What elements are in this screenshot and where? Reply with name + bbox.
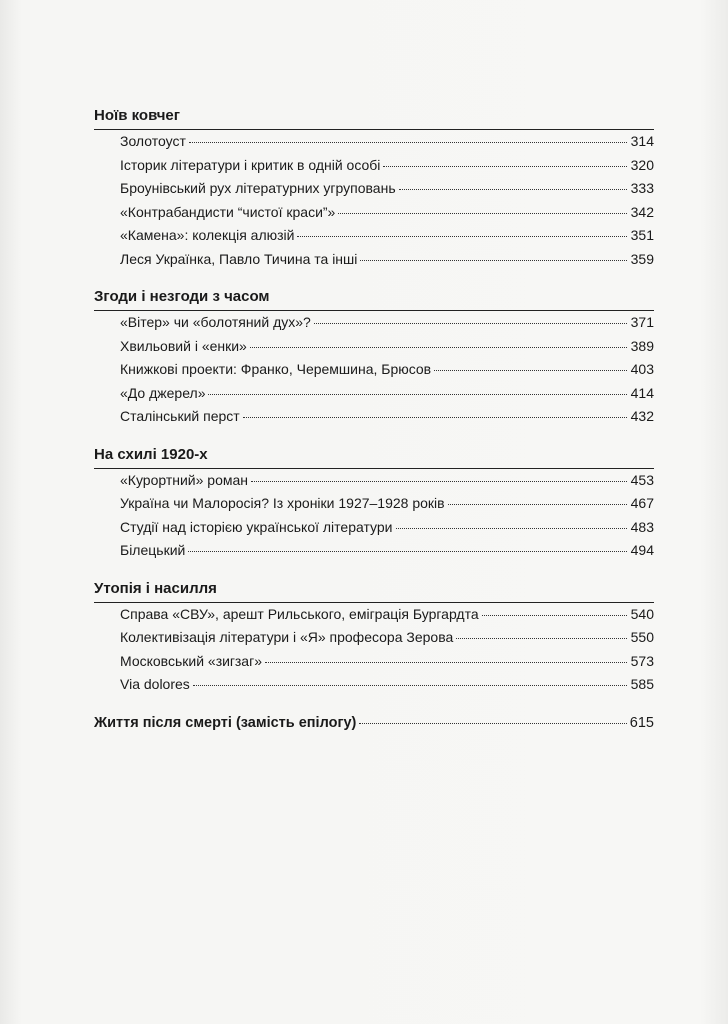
toc-entry bbox=[120, 248, 654, 272]
entry-label: Via dolores bbox=[120, 676, 190, 692]
epilogue-entry bbox=[94, 711, 654, 735]
leader-dots bbox=[456, 637, 627, 639]
leader-dots bbox=[265, 661, 627, 663]
entry-page-number: 320 bbox=[630, 156, 654, 173]
entry-label: Московський «зигзаг» bbox=[120, 652, 262, 669]
leader-dots bbox=[297, 235, 627, 237]
entry-page-number: 432 bbox=[630, 408, 654, 424]
toc-entry bbox=[120, 154, 654, 178]
entry-label: Історик літератури і критик в одній особі bbox=[120, 156, 381, 173]
entry-page-number: 351 bbox=[630, 227, 654, 243]
section-entries bbox=[94, 603, 654, 697]
leader-dots bbox=[360, 259, 627, 261]
section-entries bbox=[94, 130, 654, 271]
entry-label: Леся Українка, Павло Тичина та інші bbox=[120, 250, 358, 267]
entry-page-number: 573 bbox=[630, 652, 654, 669]
section-title: Згоди і незгоди з часом bbox=[94, 285, 654, 311]
entry-page-number: 359 bbox=[630, 250, 654, 267]
entry-label: Справа «СВУ», арешт Рильського, еміграція Бургардта bbox=[120, 605, 479, 622]
toc-entry bbox=[120, 224, 654, 248]
toc-entry bbox=[120, 405, 654, 429]
epilogue-label: Життя після смерті (замість епілогу) bbox=[94, 714, 357, 731]
toc-entry bbox=[120, 539, 654, 563]
toc-entry bbox=[120, 469, 654, 493]
toc-entry bbox=[120, 358, 654, 382]
entry-label: «Камена»: колекція алюзій bbox=[120, 227, 295, 243]
entry-label: Книжкові проекти: Франко, Черемшина, Брюсов bbox=[120, 361, 432, 377]
toc-entry bbox=[120, 130, 654, 154]
leader-dots bbox=[250, 346, 627, 348]
entry-page-number: 333 bbox=[630, 180, 654, 196]
toc-entry bbox=[120, 201, 654, 225]
leader-dots bbox=[189, 141, 627, 143]
leader-dots bbox=[338, 212, 627, 214]
entry-page-number: 585 bbox=[630, 676, 654, 692]
entry-page-number: 453 bbox=[630, 471, 654, 488]
entry-label: «Вітер» чи «болотяний дух»? bbox=[120, 314, 311, 330]
entry-label: Студії над історією української літератури bbox=[120, 518, 393, 535]
table-of-contents bbox=[94, 104, 654, 735]
toc-entry bbox=[120, 626, 654, 650]
entry-page-number: 371 bbox=[630, 314, 654, 330]
toc-entry bbox=[120, 492, 654, 516]
entry-label: «До джерел» bbox=[120, 384, 206, 401]
leader-dots bbox=[434, 369, 627, 371]
leader-dots bbox=[383, 165, 627, 167]
entry-label: Україна чи Малоросія? Із хроніки 1927–1928 років bbox=[120, 495, 445, 511]
entry-page-number: 403 bbox=[630, 361, 654, 377]
entry-label: Броунівський рух літературних угруповань bbox=[120, 180, 396, 196]
leader-dots bbox=[251, 480, 627, 482]
leader-dots bbox=[399, 188, 627, 190]
toc-section bbox=[94, 443, 654, 563]
toc-entry bbox=[120, 311, 654, 335]
epilogue-page-number: 615 bbox=[629, 714, 654, 731]
toc-entry bbox=[120, 382, 654, 406]
section-title: На схилі 1920-х bbox=[94, 443, 654, 469]
leader-dots bbox=[208, 393, 627, 395]
leader-dots bbox=[188, 550, 627, 552]
leader-dots bbox=[243, 416, 627, 418]
section-title: Утопія і насилля bbox=[94, 577, 654, 603]
entry-page-number: 342 bbox=[630, 203, 654, 220]
leader-dots bbox=[193, 684, 627, 686]
section-title: Ноїв ковчег bbox=[94, 104, 654, 130]
toc-section bbox=[94, 104, 654, 271]
toc-section bbox=[94, 285, 654, 429]
leader-dots bbox=[396, 527, 628, 529]
entry-label: Сталінський перст bbox=[120, 408, 240, 424]
leader-dots bbox=[314, 322, 627, 324]
entry-label: «Курортний» роман bbox=[120, 471, 249, 488]
leader-dots bbox=[448, 503, 627, 505]
toc-entry bbox=[120, 603, 654, 627]
leader-dots bbox=[359, 722, 626, 724]
entry-label: Білецький bbox=[120, 542, 186, 558]
section-entries bbox=[94, 311, 654, 429]
toc-entry bbox=[120, 650, 654, 674]
leader-dots bbox=[482, 614, 627, 616]
toc-entry bbox=[120, 673, 654, 697]
entry-page-number: 414 bbox=[630, 384, 654, 401]
toc-entry bbox=[120, 516, 654, 540]
entry-page-number: 389 bbox=[630, 337, 654, 354]
entry-page-number: 314 bbox=[630, 133, 654, 149]
section-entries bbox=[94, 469, 654, 563]
toc-section bbox=[94, 577, 654, 697]
entry-label: Колективізація літератури і «Я» професора Зерова bbox=[120, 629, 454, 645]
entry-page-number: 494 bbox=[630, 542, 654, 558]
entry-label: «Контрабандисти “чистої краси”» bbox=[120, 203, 336, 220]
toc-entry bbox=[120, 335, 654, 359]
entry-page-number: 467 bbox=[630, 495, 654, 511]
entry-page-number: 540 bbox=[630, 605, 654, 622]
toc-entry bbox=[120, 177, 654, 201]
entry-label: Хвильовий і «енки» bbox=[120, 337, 247, 354]
entry-page-number: 483 bbox=[630, 518, 654, 535]
entry-label: Золотоуст bbox=[120, 133, 186, 149]
entry-page-number: 550 bbox=[630, 629, 654, 645]
